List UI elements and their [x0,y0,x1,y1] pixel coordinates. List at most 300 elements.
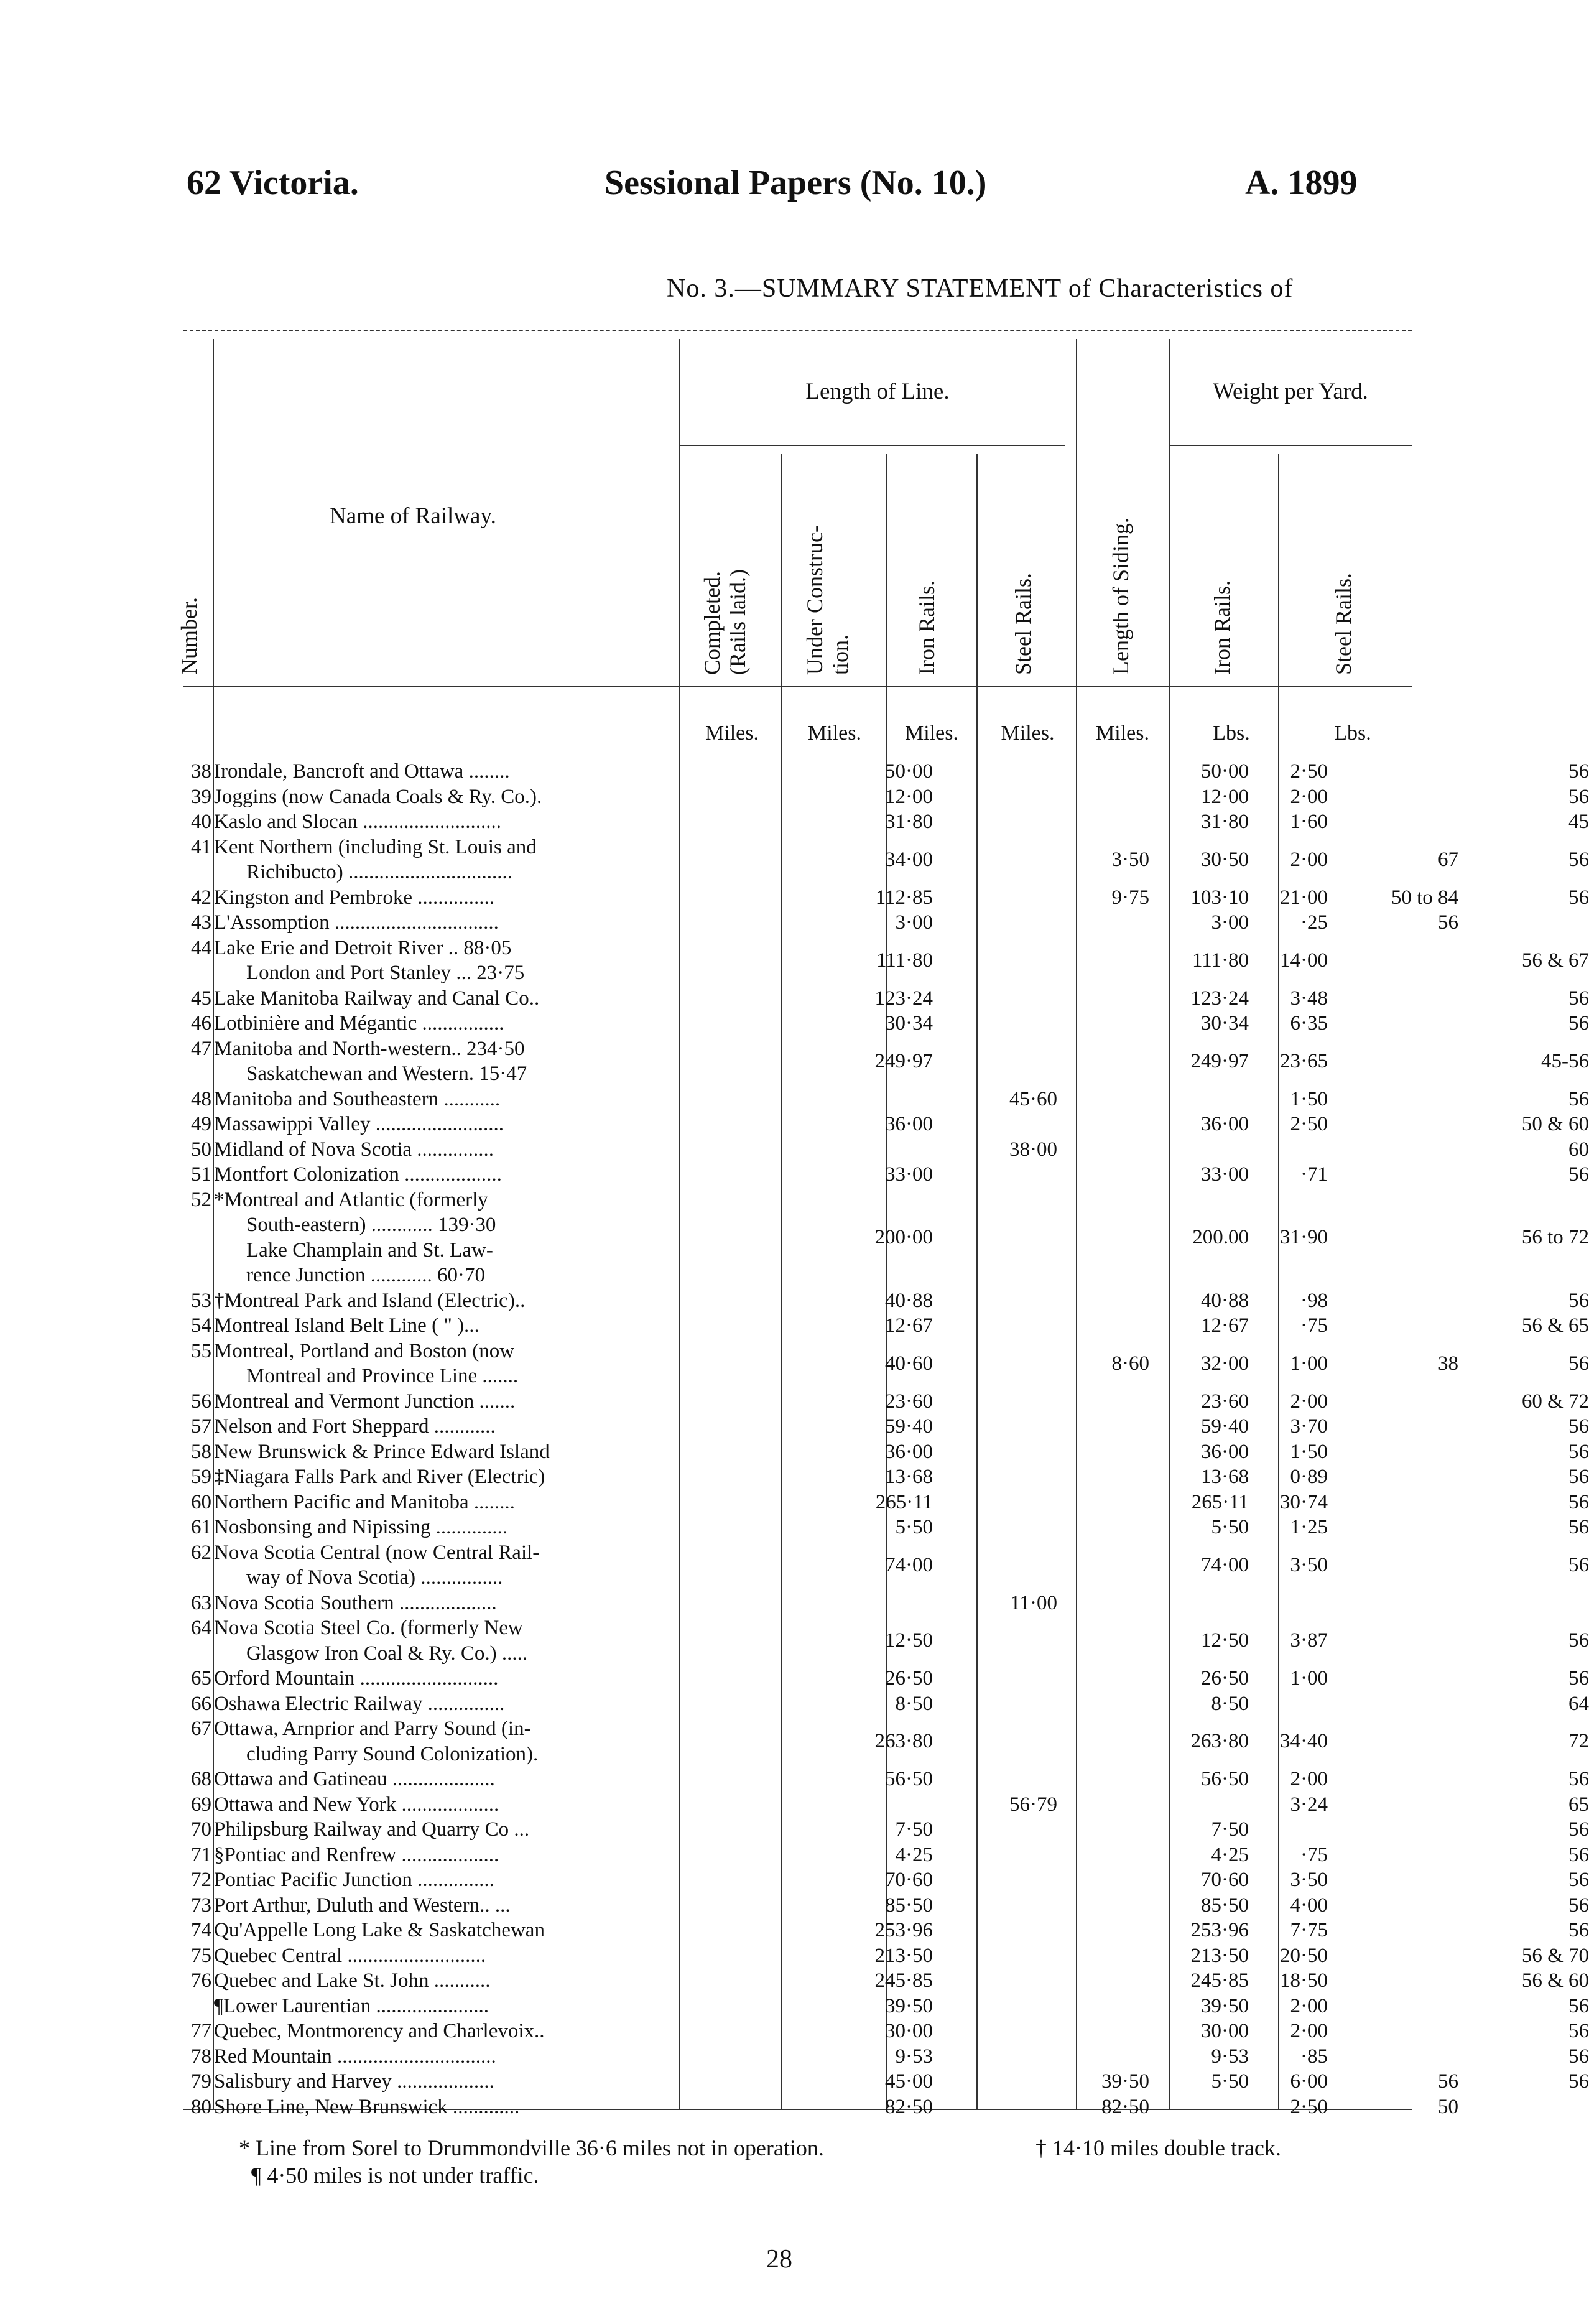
steel-rails-cell: 263·80 [1190,1730,1249,1753]
steel-rails-cell: 30·00 [1201,2020,1249,2042]
railway-name [214,1615,848,1666]
railway-name [214,910,848,936]
railway-name-line: London and Port Stanley ... 23·75 [246,962,525,984]
railway-name [214,1011,848,1036]
railway-name-line: Kaslo and Slocan ........................... [214,811,501,833]
siding-cell: 2·00 [1290,2020,1328,2042]
weight-steel-cell: 56 [1568,2070,1589,2093]
row-number: 76 [191,1969,211,1992]
siding-cell: 7·75 [1290,1919,1328,1941]
row-number: 52 [191,1188,211,1211]
row-number: 78 [191,2045,211,2068]
railway-name-line: New Brunswick & Prince Edward Island [214,1440,550,1463]
table-row [180,1615,1589,1666]
row-number: 77 [191,2020,211,2042]
siding-cell: 3·48 [1290,987,1328,1010]
siding-cell: ·75 [1300,1314,1328,1337]
iron-rails-cell: 3·50 [1111,848,1149,871]
railway-name-line: Shore Line, New Brunswick ............. [214,2095,520,2118]
weight-steel-cell: 56 to 72 [1521,1226,1589,1249]
railway-name-line: Richibucto) ................................ [246,861,513,883]
completed-cell: 33·00 [885,1163,933,1186]
railway-name [214,2019,848,2044]
weight-iron-cell: 56 [1438,2070,1458,2093]
railway-name [214,1767,848,1792]
railway-name [214,1162,848,1188]
completed-cell: 263·80 [874,1730,933,1753]
row-number: 51 [191,1163,211,1186]
railway-name-line: *Montreal and Atlantic (formerly [214,1188,488,1211]
steel-rails-cell: 3·00 [1211,911,1249,934]
railway-name [214,2069,848,2094]
completed-cell: 123·24 [874,987,933,1010]
railway-name [214,1716,848,1767]
completed-cell: 213·50 [874,1944,933,1967]
row-number: 65 [191,1667,211,1690]
weight-steel-cell: 56 & 60 [1521,1969,1589,1992]
row-number: 50 [191,1138,211,1161]
steel-rails-cell: 39·50 [1201,1994,1249,2017]
unit-completed: Miles. [705,722,759,745]
table-row [180,1893,1589,1918]
railway-name-line: †Montreal Park and Island (Electric).. [214,1289,526,1312]
unit-steel: Miles. [1001,722,1055,745]
weight-steel-cell: 56 [1568,1516,1589,1538]
railway-name-line: Montreal and Vermont Junction ....... [214,1390,516,1413]
steel-rails-cell: 12·67 [1201,1314,1249,1337]
weight-steel-cell: 56 [1568,1768,1589,1790]
row-number: 40 [191,811,211,833]
railway-name-line: Qu'Appelle Long Lake & Saskatchewan [214,1919,545,1941]
weight-steel-cell: 56 [1568,1919,1589,1941]
weight-steel-cell: 56 [1568,2045,1589,2068]
steel-rails-cell: 30·34 [1201,1012,1249,1034]
table-row [180,2069,1589,2094]
completed-cell: 112·85 [875,886,933,909]
table-row [180,1716,1589,1767]
railway-name [214,1968,848,1994]
railway-name [214,1036,848,1087]
siding-cell: 34·40 [1280,1730,1328,1753]
railway-name-line: Glasgow Iron Coal & Ry. Co.) ..... [246,1642,528,1665]
steel-rails-cell: 249·97 [1190,1049,1249,1072]
siding-cell: ·71 [1300,1163,1328,1186]
steel-rails-cell: 32·00 [1201,1352,1249,1375]
col-head-under-line1: Under Construc- [802,525,827,675]
weight-steel-cell: 56 [1568,1843,1589,1866]
unit-weight-steel: Lbs. [1334,722,1371,745]
table-row [180,1036,1589,1087]
siding-cell: 2·50 [1290,1113,1328,1135]
railway-name [214,1389,848,1415]
railway-name-line: Montreal, Portland and Boston (now [214,1339,515,1362]
siding-cell: 30·74 [1280,1490,1328,1513]
iron-rails-cell: 82·50 [1101,2095,1149,2118]
completed-cell: 265·11 [875,1490,933,1513]
weight-iron-cell: 56 [1438,911,1458,934]
railway-name [214,1817,848,1843]
table-row [180,885,1589,911]
table-top-rule [183,330,1412,331]
col-head-completed-line2: (Rails laid.) [725,569,751,675]
col-head-iron: Iron Rails. [914,580,939,675]
siding-cell: 6·35 [1290,1012,1328,1034]
row-number: 64 [191,1617,211,1639]
footnote-sorel: * Line from Sorel to Drummondville 36·6 miles not in operation. [239,2136,824,2160]
weight-steel-cell: 56 [1568,785,1589,808]
table-row [180,809,1589,835]
railway-name [214,1087,848,1112]
completed-cell: 9·53 [895,2045,933,2068]
table-row [180,1439,1589,1465]
col-head-under-line2: tion. [828,634,853,675]
weight-iron-cell: 50 to 84 [1391,886,1458,909]
table-body [180,759,1589,2119]
running-header-left: 62 Victoria. [187,164,359,202]
railway-name-line: Red Mountain ............................... [214,2045,496,2068]
table-row [180,1137,1589,1163]
table-row [180,1188,1589,1288]
weight-steel-cell: 56 [1568,1012,1589,1034]
row-number: 41 [191,835,211,858]
steel-rails-cell: 103·10 [1190,886,1249,909]
completed-cell: 34·00 [885,848,933,871]
completed-cell: 30·00 [885,2020,933,2042]
steel-rails-cell: 50·00 [1201,760,1249,783]
railway-name-line: Quebec, Montmorency and Charlevoix.. [214,2020,545,2042]
steel-rails-cell: 9·53 [1211,2045,1249,2068]
table-row [180,1288,1589,1314]
steel-rails-cell: 12·50 [1201,1629,1249,1652]
railway-name-line: Ottawa, Arnprior and Parry Sound (in- [214,1717,531,1740]
weight-steel-cell: 56 [1568,1415,1589,1438]
col-head-siding: Length of Siding. [1108,518,1133,675]
running-header-right: A. 1899 [1245,164,1358,202]
railway-name-line: Manitoba and North-western.. 234·50 [214,1037,525,1060]
col-head-weight-steel: Steel Rails. [1331,573,1356,675]
siding-cell: 1·00 [1290,1352,1328,1375]
row-number: 61 [191,1516,211,1538]
steel-rails-cell: 245·85 [1190,1969,1249,1992]
steel-rails-cell: 74·00 [1201,1553,1249,1576]
railway-name-line: Lake Champlain and St. Law- [246,1239,493,1262]
table-row [180,936,1589,986]
railway-name-line: Montfort Colonization ................... [214,1163,502,1186]
table-row [180,1515,1589,1540]
railway-name-line: Pontiac Pacific Junction ............... [214,1869,494,1891]
siding-cell: 2·50 [1290,2095,1328,2118]
row-number: 48 [191,1087,211,1110]
row-number: 42 [191,886,211,909]
completed-cell: 85·50 [885,1894,933,1917]
railway-name [214,1994,848,2019]
table-row [180,1414,1589,1439]
completed-cell: 30·34 [885,1012,933,1034]
railway-name-line: Lotbinière and Mégantic ................ [214,1012,504,1034]
siding-cell: 20·50 [1280,1944,1328,1967]
table-row [180,1490,1589,1515]
row-number: 46 [191,1012,211,1034]
row-number: 62 [191,1541,211,1564]
railway-name-line: Nosbonsing and Nipissing .............. [214,1516,508,1538]
table-row [180,1792,1589,1818]
railway-name [214,1843,848,1868]
weight-steel-cell: 56 & 67 [1521,949,1589,972]
header-bottom-rule [183,686,1412,687]
weight-steel-cell: 56 [1568,1894,1589,1917]
railway-name-line: Ottawa and Gatineau .................... [214,1768,495,1790]
railway-name-line: way of Nova Scotia) ................ [246,1566,503,1589]
table-row [180,1943,1589,1969]
completed-cell: 31·80 [885,811,933,833]
unit-siding: Miles. [1096,722,1149,745]
weight-steel-cell: 56 [1568,1163,1589,1186]
railway-name [214,1893,848,1918]
table-row [180,1339,1589,1389]
railway-name-line: Oshawa Electric Railway ............... [214,1692,505,1715]
siding-cell: ·98 [1300,1289,1328,1312]
railway-name-line: ‡Niagara Falls Park and River (Electric) [214,1466,545,1488]
siding-cell: 6·00 [1290,2070,1328,2093]
completed-cell: 70·60 [885,1869,933,1891]
table-row [180,1843,1589,1868]
siding-cell: ·75 [1300,1843,1328,1866]
table-row [180,1867,1589,1893]
railway-name [214,885,848,911]
table-row [180,1968,1589,1994]
weight-steel-cell: 56 [1568,1869,1589,1891]
railway-name-line: Orford Mountain ........................... [214,1667,499,1690]
weight-steel-cell: 45 [1568,811,1589,833]
steel-rails-cell: 7·50 [1211,1818,1249,1841]
siding-cell: 3·50 [1290,1869,1328,1891]
weight-steel-cell: 56 [1568,1818,1589,1841]
table-row [180,986,1589,1011]
weight-iron-cell: 67 [1438,848,1458,871]
railway-name-line: Philipsburg Railway and Quarry Co ... [214,1818,530,1841]
col-head-completed-line1: Completed. [700,571,725,675]
weight-steel-cell: 64 [1568,1692,1589,1715]
siding-cell: 21·00 [1280,886,1328,909]
railway-name [214,986,848,1011]
row-number: 53 [191,1289,211,1312]
col-head-completed [700,569,751,675]
railway-name-line: Kent Northern (including St. Louis and [214,835,537,858]
table-row [180,835,1589,885]
completed-cell: 111·80 [876,949,933,972]
group-head-length: Length of Line. [805,379,950,404]
weight-steel-cell: 60 & 72 [1521,1390,1589,1413]
railway-name [214,1414,848,1439]
weight-steel-cell: 56 [1568,760,1589,783]
railway-name-line: Lake Manitoba Railway and Canal Co.. [214,987,540,1010]
railway-name [214,1112,848,1137]
completed-cell: 39·50 [885,1994,933,2017]
weight-steel-cell: 56 [1568,886,1589,909]
steel-rails-cell: 12·00 [1201,785,1249,808]
steel-rails-cell: 31·80 [1201,811,1249,833]
railway-name-line: Port Arthur, Duluth and Western.. ... [214,1894,511,1917]
weight-steel-cell: 56 [1568,987,1589,1010]
row-number: 71 [191,1843,211,1866]
siding-cell: 0·89 [1290,1466,1328,1488]
siding-cell: 2·00 [1290,1390,1328,1413]
railway-name-line: Saskatchewan and Western. 15·47 [246,1062,527,1085]
railway-name-line: rence Junction ............ 60·70 [246,1264,485,1286]
railway-name [214,2044,848,2070]
completed-cell: 5·50 [895,1516,933,1538]
railway-name [214,1918,848,1943]
completed-cell: 13·68 [885,1466,933,1488]
siding-cell: 31·90 [1280,1226,1328,1249]
completed-cell: 56·50 [885,1768,933,1790]
row-number: 38 [191,760,211,783]
row-number: 55 [191,1339,211,1362]
weight-steel-cell: 50 & 60 [1521,1113,1589,1135]
steel-rails-cell: 123·24 [1190,987,1249,1010]
table-row [180,2094,1458,2120]
siding-cell: 3·24 [1290,1793,1328,1816]
completed-cell: 253·96 [874,1919,933,1941]
railway-name-line: Northern Pacific and Manitoba ........ [214,1490,515,1513]
completed-cell: 40·88 [885,1289,933,1312]
steel-rails-cell: 70·60 [1201,1869,1249,1891]
steel-rails-cell: 40·88 [1201,1289,1249,1312]
siding-cell: 1·00 [1290,1667,1328,1690]
completed-cell: 12·50 [885,1629,933,1652]
table-title: No. 3.—SUMMARY STATEMENT of Characteristics of [667,274,1294,303]
railway-name [214,1490,848,1515]
group-divider-length [679,445,1065,446]
group-head-weight: Weight per Yard. [1213,379,1368,404]
railway-name-line: L'Assomption ................................ [214,911,499,934]
row-number: 44 [191,936,211,959]
table-row [180,1817,1589,1843]
siding-cell: 1·50 [1290,1087,1328,1110]
row-number: 56 [191,1390,211,1413]
col-head-name: Name of Railway. [330,503,496,529]
footnote-double-track: † 14·10 miles double track. [1035,2136,1281,2160]
railway-name [214,784,848,810]
completed-cell: 45·00 [885,2070,933,2093]
railway-name [214,1137,848,1163]
railway-name-line: Quebec Central ........................... [214,1944,486,1967]
table-row [180,1767,1589,1792]
running-header-title: Sessional Papers (No. 10.) [605,164,987,202]
railway-name [214,1188,848,1288]
weight-steel-cell: 56 [1568,1087,1589,1110]
unit-iron: Miles. [905,722,958,745]
railway-name-line: Nelson and Fort Sheppard ............ [214,1415,496,1438]
weight-steel-cell: 56 [1568,1667,1589,1690]
under-construction-cell: 11·00 [1010,1591,1057,1614]
table-row [180,1112,1589,1137]
row-number: 72 [191,1869,211,1891]
railway-name [214,1666,848,1691]
railway-name [214,1540,848,1591]
railway-name-line: Montreal and Province Line ....... [246,1365,519,1387]
siding-cell: 3·50 [1290,1553,1328,1576]
siding-cell: 2·00 [1290,1994,1328,2017]
weight-steel-cell: 56 [1568,1994,1589,2017]
railway-name-line: Irondale, Bancroft and Ottawa ........ [214,760,510,783]
row-number: 74 [191,1919,211,1941]
col-head-number: Number. [177,597,202,675]
steel-rails-cell: 26·50 [1201,1667,1249,1690]
row-number: 79 [191,2070,211,2093]
row-number: 43 [191,911,211,934]
weight-steel-cell: 45-56 [1541,1049,1589,1072]
railway-name-line: Montreal Island Belt Line ( " )... [214,1314,479,1337]
railway-name-line: §Pontiac and Renfrew ................... [214,1843,499,1866]
row-number: 59 [191,1466,211,1488]
weight-steel-cell: 56 [1568,1490,1589,1513]
row-number: 69 [191,1793,211,1816]
completed-cell: 40·60 [885,1352,933,1375]
steel-rails-cell: 56·50 [1201,1768,1249,1790]
iron-rails-cell: 9·75 [1111,886,1149,909]
completed-cell: 4·25 [895,1843,933,1866]
table-row [180,1918,1589,1943]
completed-cell: 26·50 [885,1667,933,1690]
railway-name [214,759,848,784]
weight-steel-cell: 56 [1568,1289,1589,1312]
railway-name-line: Nova Scotia Southern ................... [214,1591,497,1614]
siding-cell: 14·00 [1280,949,1328,972]
row-number: 47 [191,1037,211,1060]
siding-cell: ·85 [1300,2045,1328,2068]
railway-name [214,1515,848,1540]
railway-name-line: Massawippi Valley ......................... [214,1113,504,1135]
steel-rails-cell: 265·11 [1191,1490,1249,1513]
steel-rails-cell: 5·50 [1211,1516,1249,1538]
weight-steel-cell: 72 [1568,1730,1589,1753]
row-number: 45 [191,987,211,1010]
railway-name [214,1591,848,1616]
under-construction-cell: 38·00 [1009,1138,1057,1161]
table-row [180,1162,1589,1188]
railway-name-line: South-eastern) ............ 139·30 [246,1214,496,1236]
steel-rails-cell: 85·50 [1201,1894,1249,1917]
under-construction-cell: 56·79 [1009,1793,1057,1816]
table-row [180,1087,1589,1112]
weight-steel-cell: 56 [1568,1440,1589,1463]
table-row [180,2044,1589,2070]
railway-name-line: ¶Lower Laurentian ...................... [214,1994,489,2017]
table-row [180,1389,1589,1415]
weight-steel-cell: 56 [1568,1466,1589,1488]
unit-under: Miles. [808,722,861,745]
completed-cell: 50·00 [885,760,933,783]
completed-cell: 59·40 [885,1415,933,1438]
completed-cell: 12·67 [885,1314,933,1337]
steel-rails-cell: 213·50 [1190,1944,1249,1967]
table-row [180,1011,1589,1036]
weight-steel-cell: 56 [1568,2020,1589,2042]
completed-cell: 249·97 [874,1049,933,1072]
row-number: 70 [191,1818,211,1841]
railway-name-line: Nova Scotia Steel Co. (formerly New [214,1617,523,1639]
steel-rails-cell: 5·50 [1211,2070,1249,2093]
weight-steel-cell: 56 [1568,848,1589,871]
railway-name [214,835,848,885]
railway-name-line: Ottawa and New York ................... [214,1793,499,1816]
under-construction-cell: 45·60 [1009,1087,1057,1110]
steel-rails-cell: 4·25 [1211,1843,1249,1866]
siding-cell: 18·50 [1280,1969,1328,1992]
weight-steel-cell: 56 [1568,1629,1589,1652]
steel-rails-cell: 36·00 [1201,1113,1249,1135]
